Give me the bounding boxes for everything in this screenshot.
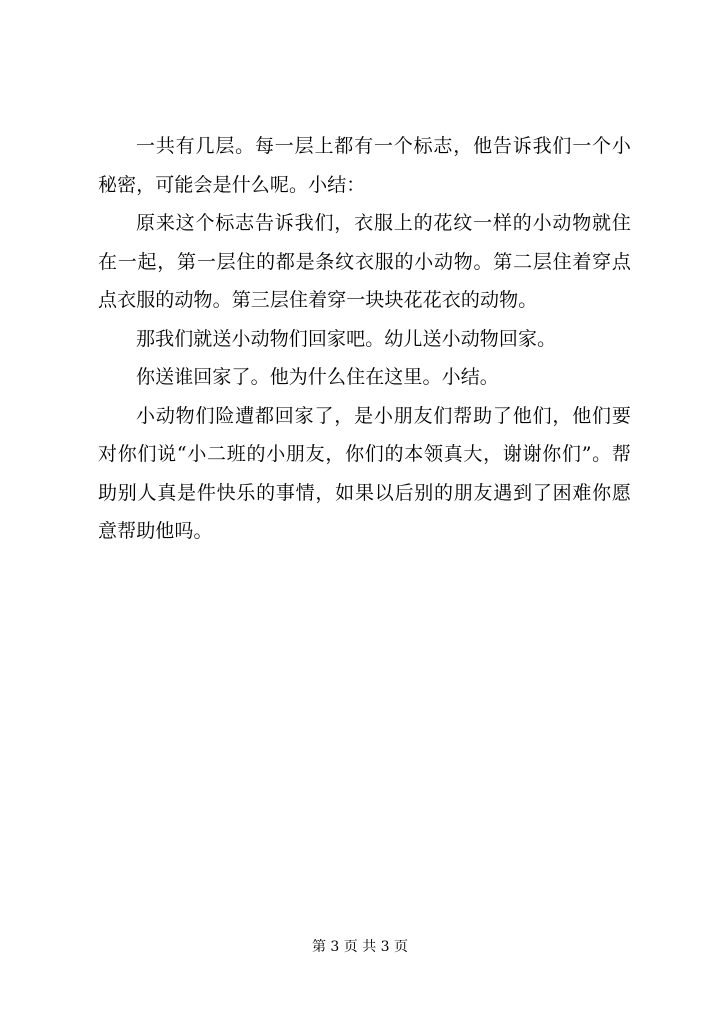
document-body (98, 127, 631, 551)
paragraph-1: 一共有几层。每一层上都有一个标志，他告诉我们一个小秘密，可能会是什么呢。小结： (98, 135, 631, 196)
paragraph-5: 小动物们险遭都回家了，是小朋友们帮助了他们，他们要对你们说“小二班的小朋友，你们的本领真大，谢谢你们”。帮助别人真是件快乐的事情，如果以后别的朋友遇到了困难你愿意帮助他吗。 (98, 404, 631, 542)
paragraph-2: 原来这个标志告诉我们，衣服上的花纹一样的小动物就住在一起，第一层住的都是条纹衣服的小动物。第二层住着穿点点衣服的动物。第三层住着穿一块块花花衣的动物。 (98, 212, 631, 311)
paragraph-4: 你送谁回家了。他为什么住在这里。小结。 (136, 366, 499, 388)
paragraph-3: 那我们就送小动物们回家吧。幼儿送小动物回家。 (136, 327, 557, 350)
page-footer: 第 3 页 共 3 页 (311, 939, 409, 955)
